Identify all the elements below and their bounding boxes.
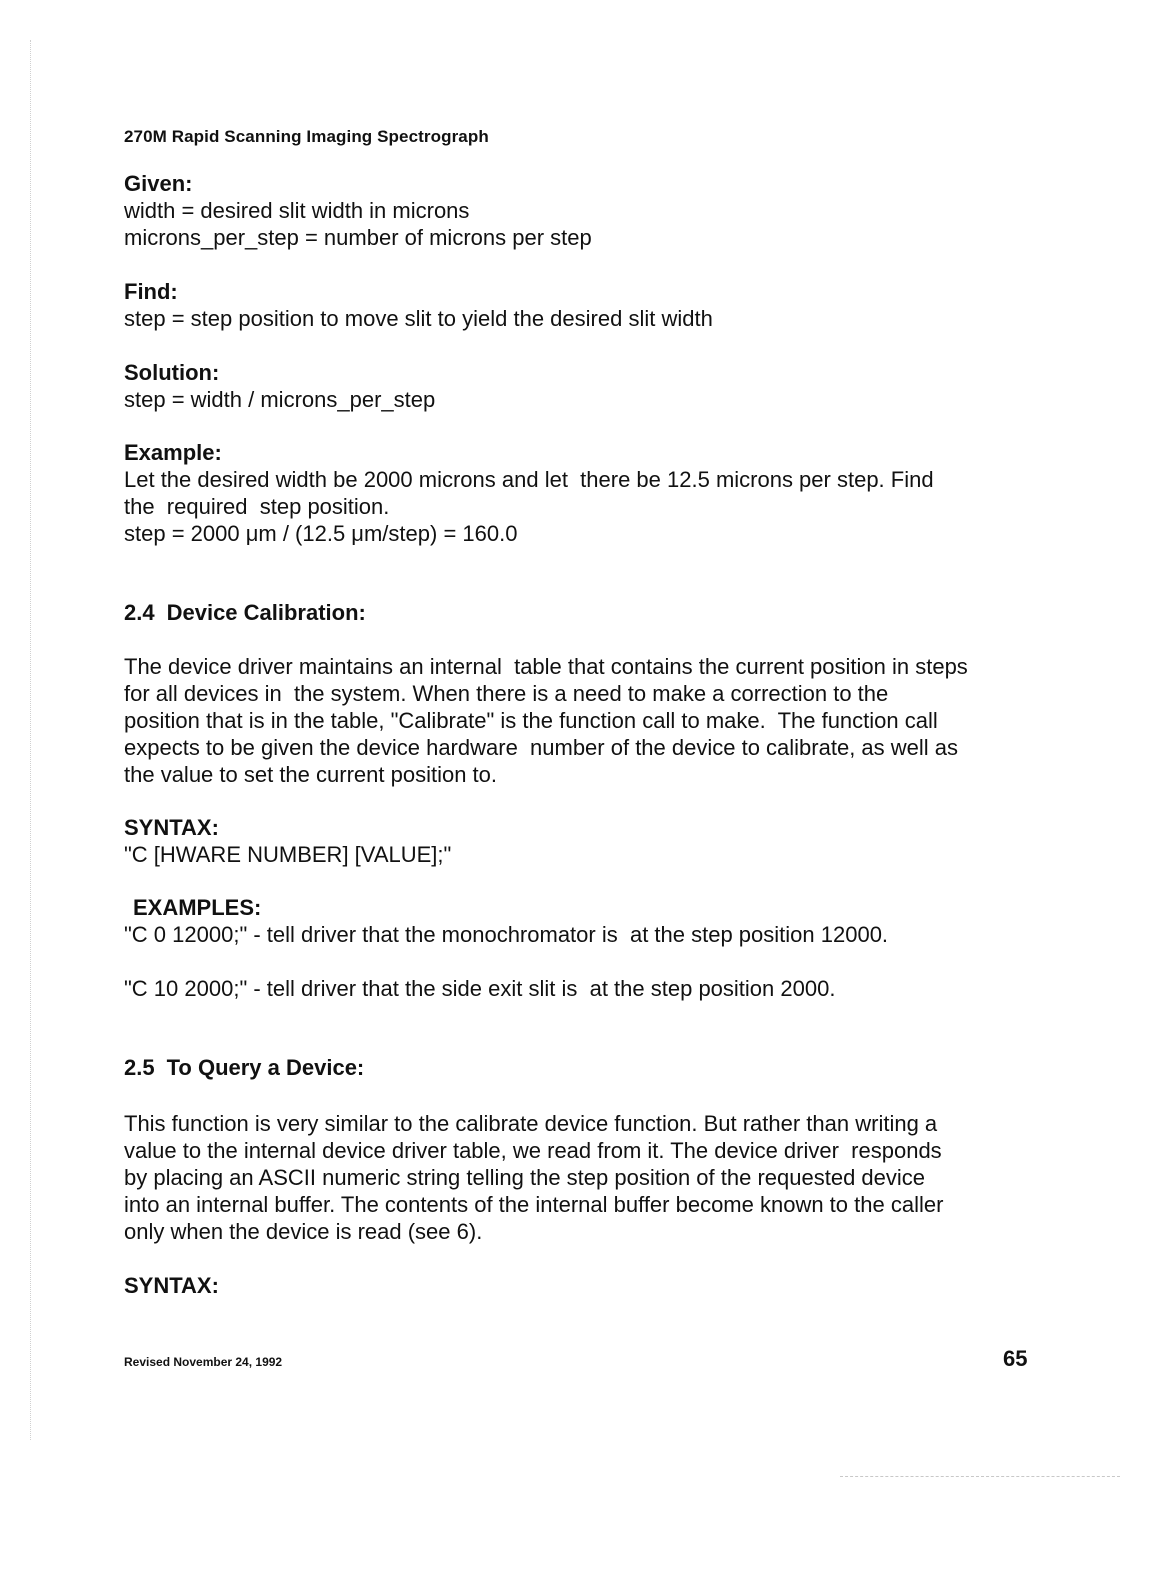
syntax-label: SYNTAX:	[124, 1273, 219, 1298]
syntax-value: "C [HWARE NUMBER] [VALUE];"	[124, 842, 452, 867]
section-heading-2-5	[124, 1055, 364, 1081]
find-label: Find:	[124, 279, 178, 304]
given-line: width = desired slit width in microns	[124, 198, 470, 223]
syntax-block-2-5	[124, 1272, 1054, 1299]
given-line: microns_per_step = number of microns per step	[124, 225, 592, 250]
find-block	[124, 278, 1054, 332]
example-entry: "C 10 2000;" - tell driver that the side exit slit is at the step position 2000.	[124, 976, 836, 1001]
paragraph-line: the value to set the current position to.	[124, 762, 498, 787]
section-number: 2.4	[124, 600, 155, 625]
paragraph-line: value to the internal device driver table, we read from it. The device driver responds	[124, 1138, 942, 1163]
paragraph-line: by placing an ASCII numeric string telling the step position of the requested device	[124, 1165, 926, 1190]
examples-block-2-4	[124, 894, 1054, 1002]
section-2-5-paragraph	[124, 1110, 1054, 1245]
example-label: Example:	[124, 440, 222, 465]
solution-block	[124, 359, 1054, 413]
section-number: 2.5	[124, 1055, 155, 1080]
section-heading-2-4	[124, 600, 366, 626]
scan-edge-artifact	[840, 1476, 1120, 1477]
paragraph-line: for all devices in the system. When there is a need to make a correction to the	[124, 681, 889, 706]
examples-label: EXAMPLES:	[133, 895, 262, 920]
given-label: Given:	[124, 171, 193, 196]
scan-margin-artifact	[30, 40, 31, 1440]
given-block	[124, 170, 1054, 251]
solution-line: step = width / microns_per_step	[124, 387, 436, 412]
syntax-label: SYNTAX:	[124, 815, 219, 840]
example-line: Let the desired width be 2000 microns and let there be 12.5 microns per step. Find	[124, 467, 934, 492]
paragraph-line: The device driver maintains an internal table that contains the current position in steps	[124, 654, 968, 679]
paragraph-line: only when the device is read (see 6).	[124, 1219, 483, 1244]
paragraph-line: expects to be given the device hardware number of the device to calibrate, as well as	[124, 735, 959, 760]
section-2-4-paragraph	[124, 653, 1054, 788]
paragraph-line: position that is in the table, "Calibrate" is the function call to make. The function call	[124, 708, 938, 733]
example-line: the required step position.	[124, 494, 390, 519]
example-line: step = 2000 μm / (12.5 μm/step) = 160.0	[124, 521, 518, 546]
syntax-block-2-4	[124, 814, 1054, 868]
running-header: 270M Rapid Scanning Imaging Spectrograph	[124, 127, 489, 146]
revision-date: Revised November 24, 1992	[124, 1355, 283, 1369]
section-title: Device Calibration:	[166, 600, 366, 625]
paragraph-line: into an internal buffer. The contents of the internal buffer become known to the caller	[124, 1192, 944, 1217]
solution-label: Solution:	[124, 360, 220, 385]
find-line: step = step position to move slit to yield the desired slit width	[124, 306, 713, 331]
section-title: To Query a Device:	[166, 1055, 365, 1080]
example-block	[124, 439, 1054, 547]
paragraph-line: This function is very similar to the calibrate device function. But rather than writing a	[124, 1111, 938, 1136]
example-entry: "C 0 12000;" - tell driver that the monochromator is at the step position 12000.	[124, 922, 889, 947]
page-number: 65	[1003, 1346, 1028, 1371]
